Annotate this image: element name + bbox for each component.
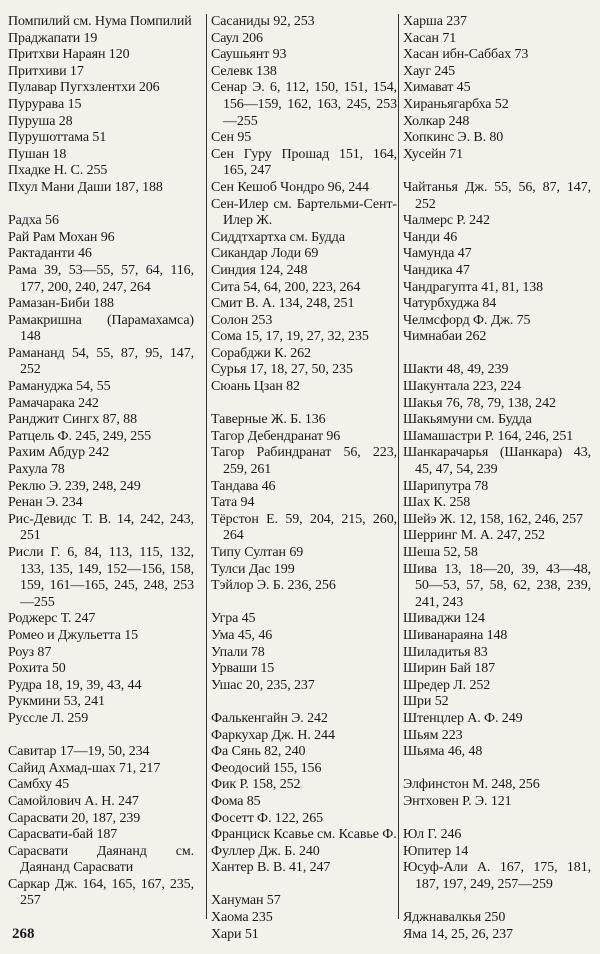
index-entry: Пулавар Пугхзлентхи 206 xyxy=(8,80,160,96)
letter-section-gap xyxy=(403,761,591,778)
index-entry: Синдия 124, 248 xyxy=(211,262,308,278)
index-entry: Сен-Илер см. Бартельми-Сент-Илер Ж. xyxy=(211,196,397,229)
index-entry: Рисли Г. 6, 84, 113, 115, 132, 133, 135, 149, 152—156, 158, 159, 161—165, 245, 248, 253—255 xyxy=(8,545,194,610)
index-entry: Тагор Рабиндранат 56, 223, 259, 261 xyxy=(211,445,397,478)
index-entry: Саркар Дж. 164, 165, 167, 235, 257 xyxy=(8,876,194,909)
index-entry: Шерринг М. А. 247, 252 xyxy=(403,528,545,544)
index-entry: Энтховен Р. Э. 121 xyxy=(403,793,512,809)
index-entry: Сиддтхартха см. Будда xyxy=(211,229,345,245)
letter-section-gap xyxy=(211,595,397,612)
index-entry: Фа Сянь 82, 240 xyxy=(211,744,306,760)
index-entry: Чамунда 47 xyxy=(403,246,472,262)
index-entry: Роджерс Т. 247 xyxy=(8,611,96,627)
index-entry: Ратцель Ф. 245, 249, 255 xyxy=(8,428,151,444)
index-entry: Сарасвати-бай 187 xyxy=(8,827,118,843)
index-entry: Ширин Бай 187 xyxy=(403,661,496,677)
index-entry: Сарасвати 20, 187, 239 xyxy=(8,810,141,826)
index-entry: Рохита 50 xyxy=(8,661,66,677)
index-column-1 xyxy=(8,14,194,919)
index-entry: Хари 51 xyxy=(211,926,259,942)
index-entry: Рукмини 53, 241 xyxy=(8,694,105,710)
index-entry: Таверные Ж. Б. 136 xyxy=(211,412,326,428)
index-entry: Сарасвати Даянанд см. Даянанд Сарасвати xyxy=(8,843,194,876)
index-entry: Шеша 52, 58 xyxy=(403,545,478,560)
index-entry: Феодосий 155, 156 xyxy=(211,760,322,776)
index-entry: Самойлович А. Н. 247 xyxy=(8,793,139,809)
index-entry: Рахим Абдур 242 xyxy=(8,445,110,461)
index-entry: Шакья 76, 78, 79, 138, 242 xyxy=(403,395,556,411)
index-entry: Фуллер Дж. Б. 240 xyxy=(211,843,320,859)
index-entry: Тёрстон Е. 59, 204, 215, 260, 264 xyxy=(211,511,397,544)
index-entry: Чимнабаи 262 xyxy=(403,329,487,345)
index-entry: Хауг 245 xyxy=(403,63,456,79)
letter-section-gap xyxy=(403,893,591,910)
index-entry: Ромео и Джульетта 15 xyxy=(8,627,139,643)
index-entry: Сасаниды 92, 253 xyxy=(211,14,315,29)
index-entry: Шарипутра 78 xyxy=(403,478,489,494)
letter-section-gap xyxy=(211,694,397,711)
index-entry: Рамачарака 242 xyxy=(8,395,99,411)
index-entry: Франциск Ксавье см. Ксавье Ф. xyxy=(211,827,397,843)
index-entry: Ушас 20, 235, 237 xyxy=(211,677,315,693)
index-entry: Штенцлер А. Ф. 249 xyxy=(403,710,523,726)
index-entry: Тулси Дас 199 xyxy=(211,561,295,577)
index-entry: Упали 78 xyxy=(211,644,265,660)
index-entry: Хаома 235 xyxy=(211,910,273,926)
index-entry: Урваши 15 xyxy=(211,661,275,677)
index-entry: Типу Султан 69 xyxy=(211,545,304,560)
index-entry: Угра 45 xyxy=(211,611,256,627)
index-entry: Тэйлор Э. Б. 236, 256 xyxy=(211,578,336,594)
index-entry: Сайид Ахмад-шах 71, 217 xyxy=(8,760,161,776)
index-entry: Тагор Дебендранат 96 xyxy=(211,428,341,444)
index-entry: Рамакришна (Парамахамса) 148 xyxy=(8,312,194,345)
index-entry: Химават 45 xyxy=(403,80,471,96)
index-entry: Шакьямуни см. Будда xyxy=(403,412,532,428)
index-column-3 xyxy=(398,14,591,942)
index-entry: Тата 94 xyxy=(211,495,255,511)
index-entry: Яджнавалкья 250 xyxy=(403,910,506,926)
index-entry: Рамананд 54, 55, 87, 95, 147, 252 xyxy=(8,345,194,378)
index-entry: Чандрагупта 41, 81, 138 xyxy=(403,279,544,295)
index-entry: Пуруравa 15 xyxy=(8,96,82,112)
index-entry: Холкар 248 xyxy=(403,113,470,129)
index-entry: Роуз 87 xyxy=(8,644,52,660)
index-entry: Самбху 45 xyxy=(8,777,70,793)
index-entry: Шейэ Ж. 12, 158, 162, 246, 257 xyxy=(403,511,583,527)
index-entry: Чалмерс Р. 242 xyxy=(403,213,490,229)
index-entry: Пурушоттама 51 xyxy=(8,130,107,146)
index-entry: Сен Гуру Прошад 151, 164, 165, 247 xyxy=(211,146,397,179)
index-entry: Сорабджи К. 262 xyxy=(211,345,311,361)
index-entry: Челмсфорд Ф. Дж. 75 xyxy=(403,312,531,328)
letter-section-gap xyxy=(403,811,591,828)
index-entry: Шьяма 46, 48 xyxy=(403,744,483,760)
index-entry: Шиладитья 83 xyxy=(403,644,488,660)
index-entry: Фалькенгайн Э. 242 xyxy=(211,710,328,726)
index-entry: Ранджит Сингх 87, 88 xyxy=(8,412,137,428)
index-column-2 xyxy=(206,14,397,942)
index-entry: Савитар 17—19, 50, 234 xyxy=(8,744,150,760)
index-entry: Фик Р. 158, 252 xyxy=(211,777,301,793)
letter-section-gap xyxy=(403,163,591,180)
letter-section-gap xyxy=(211,396,397,413)
index-entry: Рама 39, 53—55, 57, 64, 116, 177, 200, 240, 247, 264 xyxy=(8,262,194,295)
index-entry: Юл Г. 246 xyxy=(403,827,462,843)
index-entry: Пуруша 28 xyxy=(8,113,73,129)
index-entry: Фаркухар Дж. Н. 244 xyxy=(211,727,335,743)
index-entry: Шакти 48, 49, 239 xyxy=(403,362,509,378)
index-entry: Фома 85 xyxy=(211,793,261,809)
index-entry: Сурья 17, 18, 27, 50, 235 xyxy=(211,362,353,378)
index-entry: Тандава 46 xyxy=(211,478,276,494)
index-entry: Сен Кешоб Чондро 96, 244 xyxy=(211,179,369,195)
index-entry: Шакунтала 223, 224 xyxy=(403,379,521,395)
index-entry: Хасан ибн-Саббах 73 xyxy=(403,47,529,63)
index-entry: Притхви Нараян 120 xyxy=(8,47,130,63)
index-entry: Хопкинс Э. В. 80 xyxy=(403,130,504,146)
index-entry: Чандика 47 xyxy=(403,262,470,278)
index-entry: Саул 206 xyxy=(211,30,263,46)
index-entry: Сикандар Лоди 69 xyxy=(211,246,319,262)
index-entry: Чайтанья Дж. 55, 56, 87, 147, 252 xyxy=(403,179,591,212)
index-entry: Пушан 18 xyxy=(8,146,67,162)
index-entry: Шьям 223 xyxy=(403,727,463,743)
index-entry: Элфинстон М. 248, 256 xyxy=(403,777,540,793)
index-entry: Яма 14, 25, 26, 237 xyxy=(403,926,513,942)
index-entry: Чанди 46 xyxy=(403,229,458,245)
index-entry: Пхадке Н. С. 255 xyxy=(8,163,108,179)
index-entry: Шредер Л. 252 xyxy=(403,677,491,693)
index-entry: Рай Рам Мохан 96 xyxy=(8,229,115,245)
index-entry: Харша 237 xyxy=(403,14,467,29)
index-entry: Помпилий см. Нума Помпилий xyxy=(8,14,192,29)
index-entry: Хираньягарбха 52 xyxy=(403,96,509,112)
index-entry: Реклю Э. 239, 248, 249 xyxy=(8,478,141,494)
index-entry: Притхиви 17 xyxy=(8,63,84,79)
index-entry: Фосетт Ф. 122, 265 xyxy=(211,810,324,826)
index-entry: Шри 52 xyxy=(403,694,449,710)
index-entry: Рамазан-Биби 188 xyxy=(8,296,114,312)
letter-section-gap xyxy=(8,197,194,214)
index-entry: Радха 56 xyxy=(8,213,59,229)
index-entry: Сита 54, 64, 200, 223, 264 xyxy=(211,279,361,295)
index-entry: Сюань Цзан 82 xyxy=(211,379,300,395)
index-entry: Шанкарачарья (Шанкара) 43, 45, 47, 54, 239 xyxy=(403,445,591,478)
index-entry: Рудра 18, 19, 39, 43, 44 xyxy=(8,677,142,693)
letter-section-gap xyxy=(211,877,397,894)
index-entry: Ренан Э. 234 xyxy=(8,495,83,511)
index-entry: Шиванараяна 148 xyxy=(403,627,508,643)
index-entry: Рамануджа 54, 55 xyxy=(8,379,111,395)
index-entry: Хантер В. В. 41, 247 xyxy=(211,860,331,876)
index-entry: Праджапати 19 xyxy=(8,30,98,46)
letter-section-gap xyxy=(403,346,591,363)
index-entry: Пхул Мани Даши 187, 188 xyxy=(8,179,163,195)
index-entry: Рактаданти 46 xyxy=(8,246,92,262)
index-entry: Хануман 57 xyxy=(211,893,281,909)
index-entry: Рахула 78 xyxy=(8,462,65,478)
letter-section-gap xyxy=(8,728,194,745)
index-entry: Юпитер 14 xyxy=(403,843,469,859)
index-entry: Рис-Девидс Т. В. 14, 242, 243, 251 xyxy=(8,511,194,544)
index-entry: Сома 15, 17, 19, 27, 32, 235 xyxy=(211,329,369,345)
index-entry: Шах К. 258 xyxy=(403,495,471,511)
index-entry: Саушьянт 93 xyxy=(211,47,287,63)
index-entry: Чатурбхуджа 84 xyxy=(403,296,497,312)
index-entry: Смит В. А. 134, 248, 251 xyxy=(211,296,355,312)
index-entry: Сенар Э. 6, 112, 150, 151, 154, 156—159, 162, 163, 245, 253—255 xyxy=(211,80,397,129)
index-entry: Селевк 138 xyxy=(211,63,277,79)
index-entry: Юсуф-Али А. 167, 175, 181, 187, 197, 249, 257—259 xyxy=(403,860,591,892)
page-number: 268 xyxy=(12,926,35,942)
index-entry: Солон 253 xyxy=(211,312,273,328)
index-entry: Шамашастри Р. 164, 246, 251 xyxy=(403,428,574,444)
index-entry: Руссле Л. 259 xyxy=(8,710,89,726)
index-entry: Ума 45, 46 xyxy=(211,627,273,643)
index-entry: Сен 95 xyxy=(211,130,252,146)
index-entry: Шива 13, 18—20, 39, 43—48, 50—53, 57, 58, 62, 238, 239, 241, 243 xyxy=(403,561,591,610)
index-entry: Хусейн 71 xyxy=(403,146,464,162)
index-entry: Шиваджи 124 xyxy=(403,611,485,627)
index-entry: Хасан 71 xyxy=(403,30,457,46)
